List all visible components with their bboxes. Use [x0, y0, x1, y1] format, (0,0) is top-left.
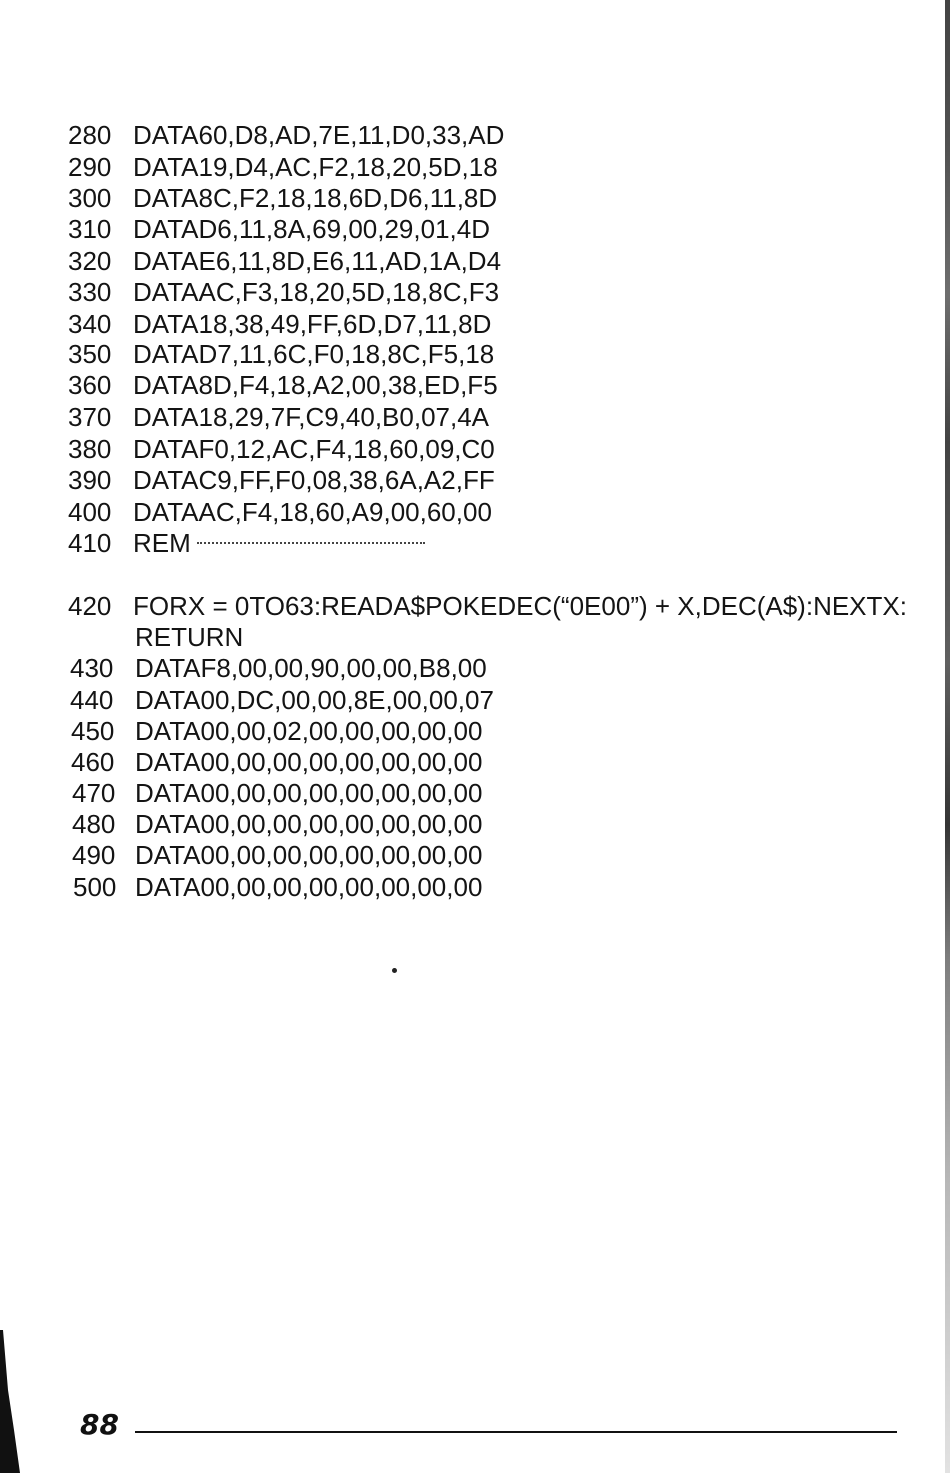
line-code: DATA00,DC,00,00,8E,00,00,07 — [135, 685, 494, 715]
line-number: 400 — [68, 497, 112, 527]
line-number: 280 — [68, 120, 112, 150]
line-code: DATA00,00,00,00,00,00,00,00 — [135, 778, 483, 808]
line-code: FORX = 0TO63:READA$POKEDEC(“0E00”) + X,DEC(A$):NEXTX: — [133, 591, 907, 621]
line-number: 480 — [72, 809, 116, 839]
line-number: 440 — [70, 685, 114, 715]
line-code: DATA18,29,7F,C9,40,B0,07,4A — [133, 402, 490, 432]
line-code: DATAF0,12,AC,F4,18,60,09,C0 — [133, 434, 495, 464]
line-number: 420 — [68, 591, 112, 621]
line-number: 290 — [68, 152, 112, 182]
line-number: 450 — [71, 716, 115, 746]
line-number: 350 — [68, 339, 112, 369]
line-number: 430 — [70, 653, 114, 683]
line-code: DATAAC,F3,18,20,5D,18,8C,F3 — [133, 277, 500, 307]
scan-edge-shadow-left — [0, 1330, 22, 1473]
line-number: 310 — [68, 214, 112, 244]
line-number: 460 — [71, 747, 115, 777]
rem-keyword: REM — [133, 528, 191, 558]
line-number: 300 — [68, 183, 112, 213]
line-number: 330 — [68, 277, 112, 307]
line-code: DATAD7,11,6C,F0,18,8C,F5,18 — [133, 339, 495, 369]
line-code: DATAE6,11,8D,E6,11,AD,1A,D4 — [133, 246, 502, 276]
line-code: DATA8D,F4,18,A2,00,38,ED,F5 — [133, 370, 498, 400]
line-number: 490 — [72, 840, 116, 870]
line-number: 340 — [68, 309, 112, 339]
line-number: 360 — [68, 370, 112, 400]
line-code: DATA8C,F2,18,18,6D,D6,11,8D — [133, 183, 498, 213]
line-code: DATA00,00,02,00,00,00,00,00 — [135, 716, 483, 746]
line-number: 390 — [68, 465, 112, 495]
line-code: DATA18,38,49,FF,6D,D7,11,8D — [133, 309, 492, 339]
line-code: DATAD6,11,8A,69,00,29,01,4D — [133, 214, 490, 244]
line-number: 410 — [68, 528, 112, 558]
line-code: DATA00,00,00,00,00,00,00,00 — [135, 872, 483, 902]
line-code-rem — [133, 528, 425, 559]
line-number: 470 — [72, 778, 116, 808]
line-code: DATA19,D4,AC,F2,18,20,5D,18 — [133, 152, 498, 182]
line-code: DATA00,00,00,00,00,00,00,00 — [135, 747, 483, 777]
footer-rule — [135, 1431, 897, 1433]
line-number: 370 — [68, 402, 112, 432]
line-code: DATA60,D8,AD,7E,11,D0,33,AD — [133, 120, 505, 150]
line-number: 500 — [73, 872, 117, 902]
stray-ink-dot — [392, 968, 397, 973]
line-code: DATAF8,00,00,90,00,00,B8,00 — [135, 653, 487, 683]
line-code: RETURN — [135, 622, 244, 652]
line-code: DATAC9,FF,F0,08,38,6A,A2,FF — [133, 465, 495, 495]
line-code: DATA00,00,00,00,00,00,00,00 — [135, 809, 483, 839]
page-footer — [0, 1405, 950, 1445]
line-number: 380 — [68, 434, 112, 464]
line-code: DATA00,00,00,00,00,00,00,00 — [135, 840, 483, 870]
line-code: DATAAC,F4,18,60,A9,00,60,00 — [133, 497, 492, 527]
page-number: 88 — [80, 1408, 119, 1441]
scan-edge-shadow-right — [945, 0, 950, 1473]
line-number: 320 — [68, 246, 112, 276]
rem-dotted-separator — [197, 542, 425, 544]
